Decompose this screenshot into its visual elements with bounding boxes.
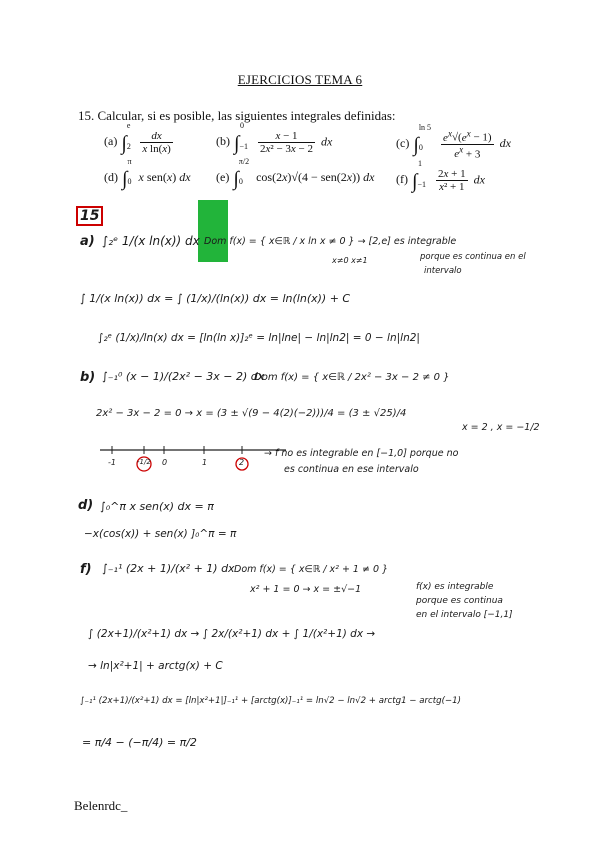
b-conclusion: → f no es integrable en [−1,0] porque no xyxy=(264,448,459,459)
exercise-d: (d) $\int_0^\pi$ x sen(x) dx xyxy=(104,157,191,190)
a-domain: Dom f(x) = { x∈ℝ / x ln x ≠ 0 } → [2,e] es integrable xyxy=(204,236,457,247)
axis-label-2: 2 xyxy=(239,458,245,467)
a-domain-sub: x≠0 x≠1 xyxy=(332,256,368,265)
a-domain-line3: intervalo xyxy=(424,266,462,276)
exercise-a: (a) $\int_2^e$ $\frac{dx}{\text{x ln(x)}}$ xyxy=(104,121,171,155)
b-conclusion2: es continua en ese intervalo xyxy=(284,464,419,475)
f-step3: ∫₋₁¹ (2x+1)/(x²+1) dx = [ln|x²+1|]₋₁¹ + [arctg(x)]₋₁¹ = ln√2 − ln√2 + arctg1 − arctg(−1) xyxy=(80,696,461,706)
axis-label-0: 0 xyxy=(162,458,168,467)
a-domain-line2: porque es continua en el xyxy=(420,252,526,262)
exercise-e: (e) $\int_0^{\pi/2}$ cos(2x)√(4 − sen(2x)) dx xyxy=(216,157,375,190)
b-solve: 2x² − 3x − 2 = 0 → x = (3 ± √(9 − 4(2)(−2)))/4 = (3 ± √25)/4 xyxy=(96,408,407,419)
f-step4: = π/4 − (−π/4) = π/2 xyxy=(82,736,197,749)
b-integral: ∫₋₁⁰ (x − 1)/(2x² − 3x − 2) dx xyxy=(102,370,265,383)
b-domain: Dom f(x) = { x∈ℝ / 2x² − 3x − 2 ≠ 0 } xyxy=(254,372,450,383)
d-integral: ∫₀^π x sen(x) dx = π xyxy=(100,500,214,513)
b-number-line xyxy=(100,442,290,476)
exercise-c: (c) $\int_0^{ln 5}$ $\frac{e^x√(e^x - 1)}{e^x + 3}$ dx xyxy=(396,122,511,161)
author-footer: Belenrdc_ xyxy=(74,798,128,813)
exercise-f: (f) $\int_{-1}^1$ $\frac{2x + 1}{\text{x² + 1}}$ dx xyxy=(396,159,485,193)
axis-label-neg-half: -1/2 xyxy=(137,458,151,466)
d-label: d) xyxy=(78,498,94,513)
green-highlight xyxy=(198,200,228,262)
a-label: a) xyxy=(80,234,95,249)
a-integral: ∫₂ᵉ 1/(x ln(x)) dx xyxy=(102,234,200,248)
f-note2: porque es continua xyxy=(416,596,503,606)
f-integral: ∫₋₁¹ (2x + 1)/(x² + 1) dx xyxy=(102,562,235,575)
f-solve: x² + 1 = 0 → x = ±√−1 xyxy=(250,584,362,595)
f-step2: → ln|x²+1| + arctg(x) + C xyxy=(88,660,223,672)
f-label: f) xyxy=(80,562,92,577)
f-step1: ∫ (2x+1)/(x²+1) dx → ∫ 2x/(x²+1) dx + ∫ 1/(x²+1) dx → xyxy=(88,628,376,640)
axis-label-neg1: -1 xyxy=(108,458,116,467)
exercise-b: (b) $\int_{-1}^0$ $\frac{x - 1}{\text{2x² − 3x − 2}}$ dx xyxy=(216,121,333,155)
f-note: f(x) es integrable xyxy=(416,582,494,592)
page-title: EJERCICIOS TEMA 6 xyxy=(237,72,363,87)
a-step1: ∫ 1/(x ln(x)) dx = ∫ (1/x)/(ln(x)) dx = ln(ln(x)) + C xyxy=(80,292,351,305)
a-step2: ∫₂ᵉ (1/x)/ln(x) dx = [ln(ln x)]₂ᵉ = ln|lne| − ln|ln2| = 0 − ln|ln2| xyxy=(98,332,420,344)
exercise-number-box: 15 xyxy=(76,206,103,226)
handwritten-notes xyxy=(74,196,540,776)
b-roots: x = 2 , x = −1/2 xyxy=(462,422,540,433)
problem-statement: 15. Calcular, si es posible, las siguientes integrales definidas: xyxy=(78,108,396,123)
b-label: b) xyxy=(80,370,96,385)
d-step: −x(cos(x)) + sen(x) ]₀^π = π xyxy=(84,528,237,540)
axis-label-1: 1 xyxy=(202,458,208,467)
f-note3: en el intervalo [−1,1] xyxy=(416,610,513,620)
f-domain: Dom f(x) = { x∈ℝ / x² + 1 ≠ 0 } xyxy=(234,564,389,575)
